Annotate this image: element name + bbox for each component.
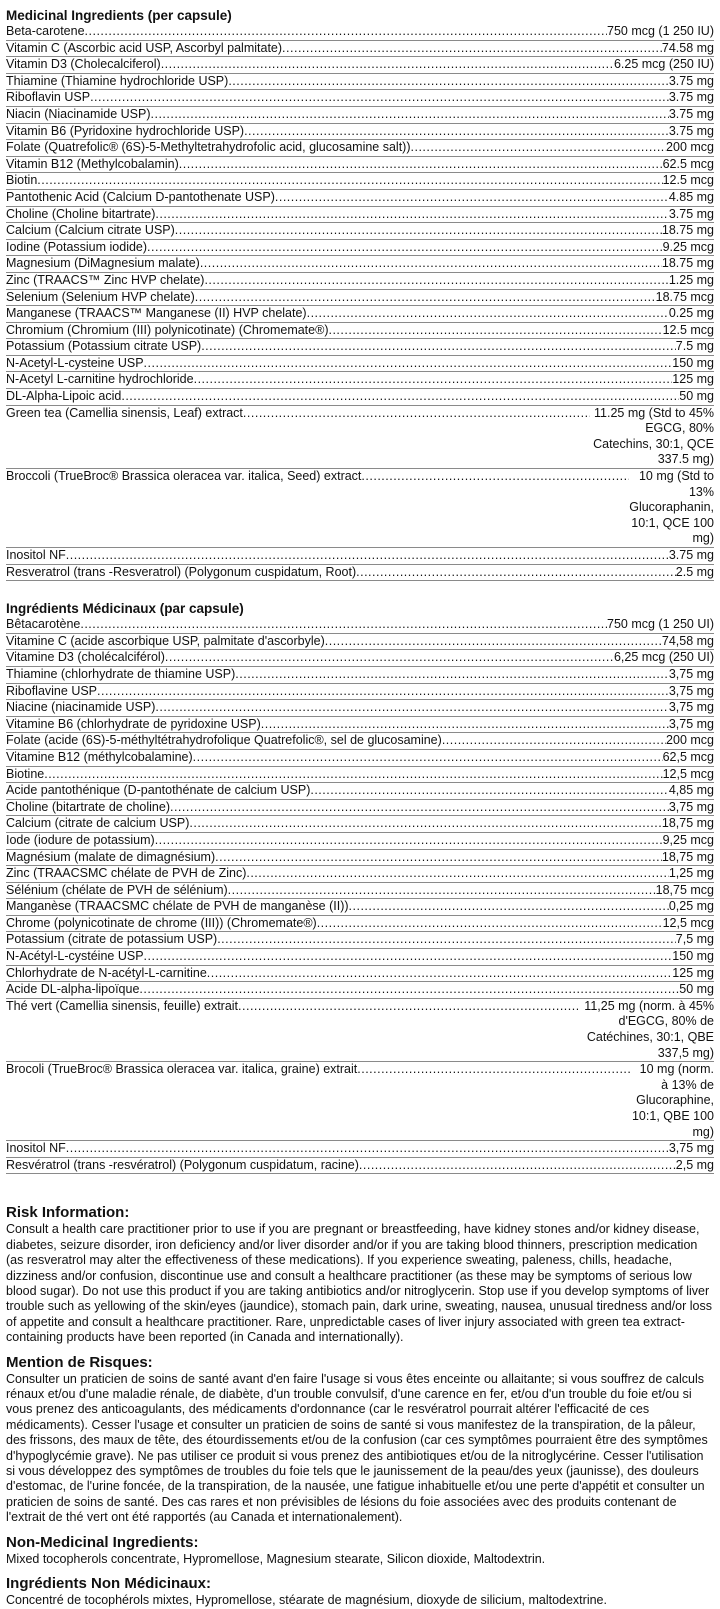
ingredient-name: Acide DL-alpha-lipoïque bbox=[6, 982, 140, 997]
ingredient-amount: 74.58 mg bbox=[661, 40, 714, 55]
ingredient-name: Brocoli (TrueBroc® Brassica oleracea var. italica, graine) extrait bbox=[6, 1062, 358, 1077]
ingredient-amount: 125 mg bbox=[672, 965, 714, 980]
ingredient-name: Inositol NF bbox=[6, 1141, 66, 1156]
ingredient-row bbox=[6, 41, 714, 58]
ingredient-amount: 3.75 mg bbox=[668, 73, 714, 88]
section-heading: Risk Information: bbox=[6, 1204, 130, 1222]
ingredient-row bbox=[6, 140, 714, 157]
ingredient-amount: 12.5 mcg bbox=[662, 322, 714, 337]
leader-dots bbox=[151, 107, 669, 123]
ingredient-name: Sélénium (chélate de PVH de sélénium) bbox=[6, 882, 228, 897]
ingredient-row bbox=[6, 932, 714, 949]
ingredient-row bbox=[6, 90, 714, 107]
ingredient-amount: 7.5 mg bbox=[675, 339, 714, 354]
paragraph: Consulter un praticien de soins de santé avant d'en faire l'usage si vous êtes enceinte ou allaitante; si vous souffrez de calculs rénaux et/ou d'une maladie rénale, de diabète, d'un trouble convulsif, d'une carence en fer, et/ou d'un trouble du foie et/ou si vous prenez des anticoagulants, des médicaments d'ordonnance (car le resvératrol pourrait altérer l'efficacité de ces médicaments). Cesser l'usage et consulter un praticien de soins de santé si vous manifestez de la transpiration, de la pâleur, des frissons, des maux de tête, des étourdissements et/ou de la confusion (car ces symptômes pourraient être des symptômes d'hypoglycémie grave). Ne pas utiliser ce produit si vous prenez des antibiotiques et/ou de la nitroglycérine. Cesser l'utilisation si vous développez des symptômes de troubles du foie tels que le jaunissement de la peau/des yeux (jaunisse), des douleurs d'estomac, de l'urine foncée, de la transpiration, de la nausée, une fatigue inhabituelle et/ou une perte d'appétit et consulter un praticien de soins de santé. Des cas rares et non prévisibles de lésions du foie associées avec des produits contenant de l'extrait de thé vert ont été rapportés (au Canada et internationalement). bbox=[6, 1371, 708, 1525]
ingredient-list bbox=[6, 24, 714, 581]
leader-dots bbox=[275, 190, 669, 206]
leader-dots bbox=[195, 290, 656, 306]
leader-dots bbox=[144, 356, 673, 372]
paragraph: Consult a health care practitioner prior to use if you are pregnant or breastfeeding, have kidney stones and/or kidney disease, diabetes, seizure disorder, iron deficiency and/or liver disorder and/or if you are taking blood thinners, prescription medication (as resveratrol may alter the effectiveness of these medications). If you experience sweating, paleness, chills, headache, dizziness and/or confusion, discontinue use and consult a healthcare practitioner (as these may be symptoms of serious low blood sugar). Do not use this product if you are taking antibiotics and/or nitroglycerin. Stop use if you develop symptoms of liver trouble such as yellowing of the skin/eyes (jaundice), stomach pain, dark urine, sweating, nausea, unusual tiredness and/or loss of appetite and consult a healthcare practitioner. Rare, unpredictable cases of liver injury associated with green tea extract-containing products have been reported (in Canada and internationally). bbox=[6, 1222, 712, 1345]
ingredient-row bbox=[6, 899, 714, 916]
ingredient-name: Potassium (Potassium citrate USP) bbox=[6, 339, 202, 354]
leader-dots bbox=[243, 406, 590, 422]
ingredient-amount: 750 mcg (1 250 IU) bbox=[607, 24, 714, 38]
ingredient-row bbox=[6, 74, 714, 91]
ingredient-name: Magnésium (malate de dimagnésium) bbox=[6, 849, 216, 864]
ingredient-row bbox=[6, 339, 714, 356]
ingredient-amount: 18,75 mg bbox=[661, 849, 714, 864]
ingredient-name: Iode (iodure de potassium) bbox=[6, 832, 155, 847]
leader-dots bbox=[165, 650, 614, 666]
ingredient-row bbox=[6, 684, 714, 701]
leader-dots bbox=[228, 883, 656, 899]
leader-dots bbox=[328, 323, 662, 339]
ingredient-row bbox=[6, 323, 714, 340]
ingredient-name: Riboflavin USP bbox=[6, 90, 91, 105]
ingredient-amount: 150 mg bbox=[672, 355, 714, 370]
ingredient-row bbox=[6, 24, 714, 41]
ingredient-name: Niacin (Niacinamide USP) bbox=[6, 106, 151, 121]
ingredient-name: Biotin bbox=[6, 173, 38, 188]
ingredient-name: DL-Alpha-Lipoic acid bbox=[6, 389, 122, 404]
ingredient-amount: 3,75 mg bbox=[668, 716, 714, 731]
leader-dots bbox=[139, 982, 679, 998]
leader-dots bbox=[411, 140, 667, 156]
leader-dots bbox=[261, 717, 669, 733]
ingredient-amount: 3,75 mg bbox=[668, 666, 714, 681]
section-heading: Ingrédients Médicinaux (par capsule) bbox=[6, 601, 244, 617]
leader-dots bbox=[317, 916, 663, 932]
leader-dots bbox=[442, 733, 666, 749]
ingredient-name: Vitamine B12 (méthylcobalamine) bbox=[6, 749, 193, 764]
ingredient-row bbox=[6, 190, 714, 207]
ingredient-row bbox=[6, 982, 714, 999]
ingredient-name: Vitamine B6 (chlorhydrate de pyridoxine USP) bbox=[6, 716, 261, 731]
ingredient-name: Beta-carotene bbox=[6, 24, 85, 38]
ingredient-amount: 3,75 mg bbox=[668, 1141, 714, 1156]
ingredient-name: Chrome (polynicotinate de chrome (III)) (Chromemate®) bbox=[6, 915, 317, 930]
ingredient-row bbox=[6, 389, 714, 406]
leader-dots bbox=[85, 24, 607, 40]
ingredient-amount: 10 mg (norm. à 13% de Glucoraphine, 10:1, QBE 100 mg) bbox=[631, 1062, 714, 1139]
leader-dots bbox=[238, 999, 578, 1015]
leader-dots bbox=[121, 389, 679, 405]
ingredient-amount: 750 mcg (1 250 UI) bbox=[607, 617, 714, 632]
ingredient-row bbox=[6, 850, 714, 867]
leader-dots bbox=[204, 273, 668, 289]
ingredient-amount: 10 mg (Std to 13% Glucoraphanin, 10:1, QCE 100 mg) bbox=[629, 469, 715, 546]
ingredient-amount: 2.5 mg bbox=[675, 564, 714, 579]
ingredient-row bbox=[6, 256, 714, 273]
leader-dots bbox=[325, 634, 662, 650]
ingredient-amount: 0,25 mg bbox=[668, 899, 714, 914]
ingredient-name: Thiamine (Thiamine hydrochloride USP) bbox=[6, 73, 229, 88]
ingredient-row bbox=[6, 273, 714, 290]
ingredient-name: Vitamin D3 (Cholecalciferol) bbox=[6, 57, 161, 72]
leader-dots bbox=[144, 949, 673, 965]
ingredient-name: Vitamine C (acide ascorbique USP, palmitate d'ascorbyle) bbox=[6, 633, 325, 648]
non-medicinal-ingredients-fr bbox=[6, 1575, 714, 1608]
leader-dots bbox=[244, 124, 669, 140]
medicinal-ingredients-en bbox=[6, 8, 714, 581]
ingredient-amount: 3.75 mg bbox=[668, 106, 714, 121]
ingredient-amount: 9.25 mcg bbox=[662, 239, 714, 254]
ingredient-name: N-Acétyl-L-cystéine USP bbox=[6, 949, 144, 964]
ingredient-row bbox=[6, 816, 714, 833]
leader-dots bbox=[37, 173, 662, 189]
ingredient-row bbox=[6, 240, 714, 257]
leader-dots bbox=[310, 783, 668, 799]
ingredient-row bbox=[6, 406, 714, 469]
ingredient-amount: 3.75 mg bbox=[668, 548, 714, 562]
ingredient-name: Zinc (TRAACSMC chélate de PVH de Zinc) bbox=[6, 866, 247, 881]
ingredient-row bbox=[6, 1158, 714, 1175]
ingredient-name: Resvératrol (trans -resvératrol) (Polygonum cuspidatum, racine) bbox=[6, 1157, 359, 1172]
ingredient-row bbox=[6, 700, 714, 717]
leader-dots bbox=[155, 833, 663, 849]
risk-information-fr bbox=[6, 1354, 714, 1526]
paragraph: Mixed tocopherols concentrate, Hypromellose, Magnesium stearate, Silicon dioxide, Maltodextrin. bbox=[6, 1551, 546, 1566]
leader-dots bbox=[66, 1141, 669, 1157]
ingredient-name: Selenium (Selenium HVP chelate) bbox=[6, 289, 195, 304]
ingredient-row bbox=[6, 469, 714, 548]
ingredient-amount: 18.75 mcg bbox=[655, 289, 714, 304]
ingredient-row bbox=[6, 783, 714, 800]
ingredient-amount: 50 mg bbox=[679, 982, 714, 997]
ingredient-name: Manganese (TRAACS™ Manganese (II) HVP chelate) bbox=[6, 306, 307, 321]
ingredient-amount: 3.75 mg bbox=[668, 123, 714, 138]
ingredient-amount: 62.5 mcg bbox=[662, 156, 714, 171]
leader-dots bbox=[246, 866, 668, 882]
ingredient-name: Thé vert (Camellia sinensis, feuille) extrait bbox=[6, 998, 239, 1013]
ingredient-list bbox=[6, 617, 714, 1174]
ingredient-row bbox=[6, 1062, 714, 1141]
ingredient-name: Chlorhydrate de N-acétyl-L-carnitine bbox=[6, 965, 207, 980]
ingredient-name: Magnesium (DiMagnesium malate) bbox=[6, 256, 200, 271]
paragraph: Concentré de tocophérols mixtes, Hypromellose, stéarate de magnésium, dioxyde de silicium, maltodextrine. bbox=[6, 1593, 607, 1608]
leader-dots bbox=[189, 816, 661, 832]
section-heading: Medicinal Ingredients (per capsule) bbox=[6, 8, 232, 23]
ingredient-name: Riboflavine USP bbox=[6, 683, 98, 698]
ingredient-amount: 11.25 mg (Std to 45% EGCG, 80% Catechins, 30:1, QCE 337.5 mg) bbox=[593, 405, 714, 467]
ingredient-row bbox=[6, 548, 714, 565]
leader-dots bbox=[44, 767, 662, 783]
leader-dots bbox=[179, 157, 663, 173]
ingredient-name: Vitamine D3 (cholécalciférol) bbox=[6, 650, 165, 665]
ingredient-amount: 200 mcg bbox=[666, 733, 714, 748]
ingredient-amount: 3,75 mg bbox=[668, 700, 714, 715]
ingredient-row bbox=[6, 207, 714, 224]
ingredient-row bbox=[6, 733, 714, 750]
ingredient-amount: 18.75 mg bbox=[661, 256, 714, 271]
risk-information-en bbox=[6, 1204, 714, 1345]
ingredient-amount: 18,75 mg bbox=[661, 816, 714, 831]
leader-dots bbox=[175, 223, 662, 239]
leader-dots bbox=[201, 339, 676, 355]
ingredient-amount: 7,5 mg bbox=[675, 932, 714, 947]
ingredient-amount: 9,25 mcg bbox=[662, 832, 714, 847]
ingredient-row bbox=[6, 356, 714, 373]
leader-dots bbox=[215, 850, 662, 866]
ingredient-name: Potassium (citrate de potassium USP) bbox=[6, 932, 218, 947]
leader-dots bbox=[155, 700, 668, 716]
ingredient-amount: 62,5 mcg bbox=[662, 749, 714, 764]
leader-dots bbox=[194, 372, 673, 388]
ingredient-amount: 50 mg bbox=[679, 389, 714, 404]
ingredient-amount: 18,75 mcg bbox=[655, 882, 714, 897]
ingredient-name: Vitamin C (Ascorbic acid USP, Ascorbyl palmitate) bbox=[6, 40, 283, 55]
ingredient-row bbox=[6, 617, 714, 634]
ingredient-name: Manganèse (TRAACSMC chélate de PVH de manganèse (II)) bbox=[6, 899, 349, 914]
ingredient-row bbox=[6, 57, 714, 74]
ingredient-row bbox=[6, 157, 714, 174]
ingredient-name: Thiamine (chlorhydrate de thiamine USP) bbox=[6, 666, 236, 681]
ingredient-row bbox=[6, 717, 714, 734]
ingredient-name: Folate (acide (6S)-5-méthyltétrahydrofolique Quatrefolic®, sel de glucosamine) bbox=[6, 733, 442, 748]
medicinal-ingredients-fr bbox=[6, 601, 714, 1174]
ingredient-amount: 12.5 mcg bbox=[662, 173, 714, 188]
ingredient-row bbox=[6, 833, 714, 850]
leader-dots bbox=[228, 74, 669, 90]
ingredient-row bbox=[6, 565, 714, 582]
ingredient-row bbox=[6, 173, 714, 190]
ingredient-name: Folate (Quatrefolic® (6S)-5-Methyltetrahydrofolic acid, glucosamine salt)) bbox=[6, 140, 411, 155]
leader-dots bbox=[170, 800, 669, 816]
ingredient-amount: 2,5 mg bbox=[675, 1157, 714, 1172]
ingredient-name: Calcium (citrate de calcium USP) bbox=[6, 816, 190, 831]
ingredient-amount: 3,75 mg bbox=[668, 683, 714, 698]
leader-dots bbox=[80, 617, 607, 633]
ingredient-row bbox=[6, 866, 714, 883]
ingredient-row bbox=[6, 966, 714, 983]
ingredient-name: Inositol NF bbox=[6, 548, 66, 562]
ingredient-name: Acide pantothénique (D-pantothénate de calcium USP) bbox=[6, 783, 311, 798]
leader-dots bbox=[155, 207, 668, 223]
ingredient-amount: 18.75 mg bbox=[661, 223, 714, 238]
leader-dots bbox=[217, 932, 676, 948]
ingredient-name: Bêtacarotène bbox=[6, 617, 81, 632]
ingredient-name: Iodine (Potassium iodide) bbox=[6, 239, 148, 254]
ingredient-amount: 11,25 mg (norm. à 45% d'EGCG, 80% de Catéchines, 30:1, QBE 337,5 mg) bbox=[584, 998, 714, 1060]
ingredient-name: Vitamin B6 (Pyridoxine hydrochloride USP) bbox=[6, 123, 245, 138]
ingredient-row bbox=[6, 223, 714, 240]
ingredient-row bbox=[6, 107, 714, 124]
ingredient-row bbox=[6, 634, 714, 651]
ingredient-amount: 3.75 mg bbox=[668, 206, 714, 221]
leader-dots bbox=[66, 548, 669, 564]
ingredient-amount: 3.75 mg bbox=[668, 90, 714, 105]
ingredient-row bbox=[6, 372, 714, 389]
ingredient-row bbox=[6, 916, 714, 933]
leader-dots bbox=[207, 966, 673, 982]
ingredient-name: Calcium (Calcium citrate USP) bbox=[6, 223, 175, 238]
ingredient-name: Choline (Choline bitartrate) bbox=[6, 206, 156, 221]
ingredient-name: Green tea (Camellia sinensis, Leaf) extract bbox=[6, 405, 243, 420]
leader-dots bbox=[357, 1062, 630, 1078]
leader-dots bbox=[200, 256, 662, 272]
ingredient-name: Niacine (niacinamide USP) bbox=[6, 700, 156, 715]
leader-dots bbox=[161, 57, 614, 73]
ingredient-amount: 12,5 mcg bbox=[662, 766, 714, 781]
ingredient-row bbox=[6, 667, 714, 684]
ingredient-amount: 1,25 mg bbox=[668, 866, 714, 881]
ingredient-row bbox=[6, 306, 714, 323]
ingredient-row bbox=[6, 124, 714, 141]
ingredient-row bbox=[6, 999, 714, 1062]
ingredient-amount: 6.25 mcg (250 IU) bbox=[613, 57, 714, 72]
ingredient-amount: 0.25 mg bbox=[668, 306, 714, 321]
ingredient-row bbox=[6, 949, 714, 966]
leader-dots bbox=[235, 667, 669, 683]
ingredient-name: N-Acetyl-L-cysteine USP bbox=[6, 355, 144, 370]
ingredient-amount: 200 mcg bbox=[666, 140, 714, 155]
ingredient-row bbox=[6, 1141, 714, 1158]
ingredient-amount: 4.85 mg bbox=[668, 189, 714, 204]
ingredient-name: Choline (bitartrate de choline) bbox=[6, 799, 170, 814]
ingredient-amount: 1.25 mg bbox=[668, 272, 714, 287]
leader-dots bbox=[307, 306, 669, 322]
section-heading: Mention de Risques: bbox=[6, 1353, 153, 1371]
ingredient-row bbox=[6, 650, 714, 667]
ingredient-amount: 150 mg bbox=[672, 949, 714, 964]
ingredient-amount: 4,85 mg bbox=[668, 783, 714, 798]
ingredient-amount: 12,5 mcg bbox=[662, 915, 714, 930]
leader-dots bbox=[193, 750, 663, 766]
leader-dots bbox=[90, 90, 669, 106]
leader-dots bbox=[97, 684, 669, 700]
section-heading: Non-Medicinal Ingredients: bbox=[6, 1533, 199, 1551]
ingredient-amount: 6,25 mcg (250 UI) bbox=[613, 650, 714, 665]
leader-dots bbox=[356, 565, 676, 581]
ingredient-name: Broccoli (TrueBroc® Brassica oleracea var. italica, Seed) extract bbox=[6, 469, 362, 484]
ingredient-row bbox=[6, 750, 714, 767]
section-heading: Ingrédients Non Médicinaux: bbox=[6, 1575, 212, 1593]
ingredient-name: Resveratrol (trans -Resveratrol) (Polygonum cuspidatum, Root) bbox=[6, 564, 357, 579]
ingredient-name: N-Acetyl L-carnitine hydrochloride bbox=[6, 372, 194, 387]
ingredient-name: Chromium (Chromium (III) polynicotinate) (Chromemate®) bbox=[6, 322, 329, 337]
non-medicinal-ingredients-en bbox=[6, 1534, 714, 1567]
ingredient-name: Biotine bbox=[6, 766, 45, 781]
ingredient-name: Vitamin B12 (Methylcobalamin) bbox=[6, 156, 179, 171]
leader-dots bbox=[349, 899, 669, 915]
ingredient-row bbox=[6, 883, 714, 900]
leader-dots bbox=[359, 1158, 676, 1174]
ingredient-row bbox=[6, 800, 714, 817]
ingredient-name: Zinc (TRAACS™ Zinc HVP chelate) bbox=[6, 272, 205, 287]
leader-dots bbox=[361, 469, 629, 485]
leader-dots bbox=[147, 240, 663, 256]
ingredient-amount: 74,58 mg bbox=[661, 633, 714, 648]
ingredient-amount: 125 mg bbox=[672, 372, 714, 387]
ingredient-amount: 3,75 mg bbox=[668, 799, 714, 814]
ingredient-row bbox=[6, 767, 714, 784]
ingredient-name: Pantothenic Acid (Calcium D-pantothenate USP) bbox=[6, 189, 275, 204]
leader-dots bbox=[282, 41, 662, 57]
ingredient-row bbox=[6, 290, 714, 307]
